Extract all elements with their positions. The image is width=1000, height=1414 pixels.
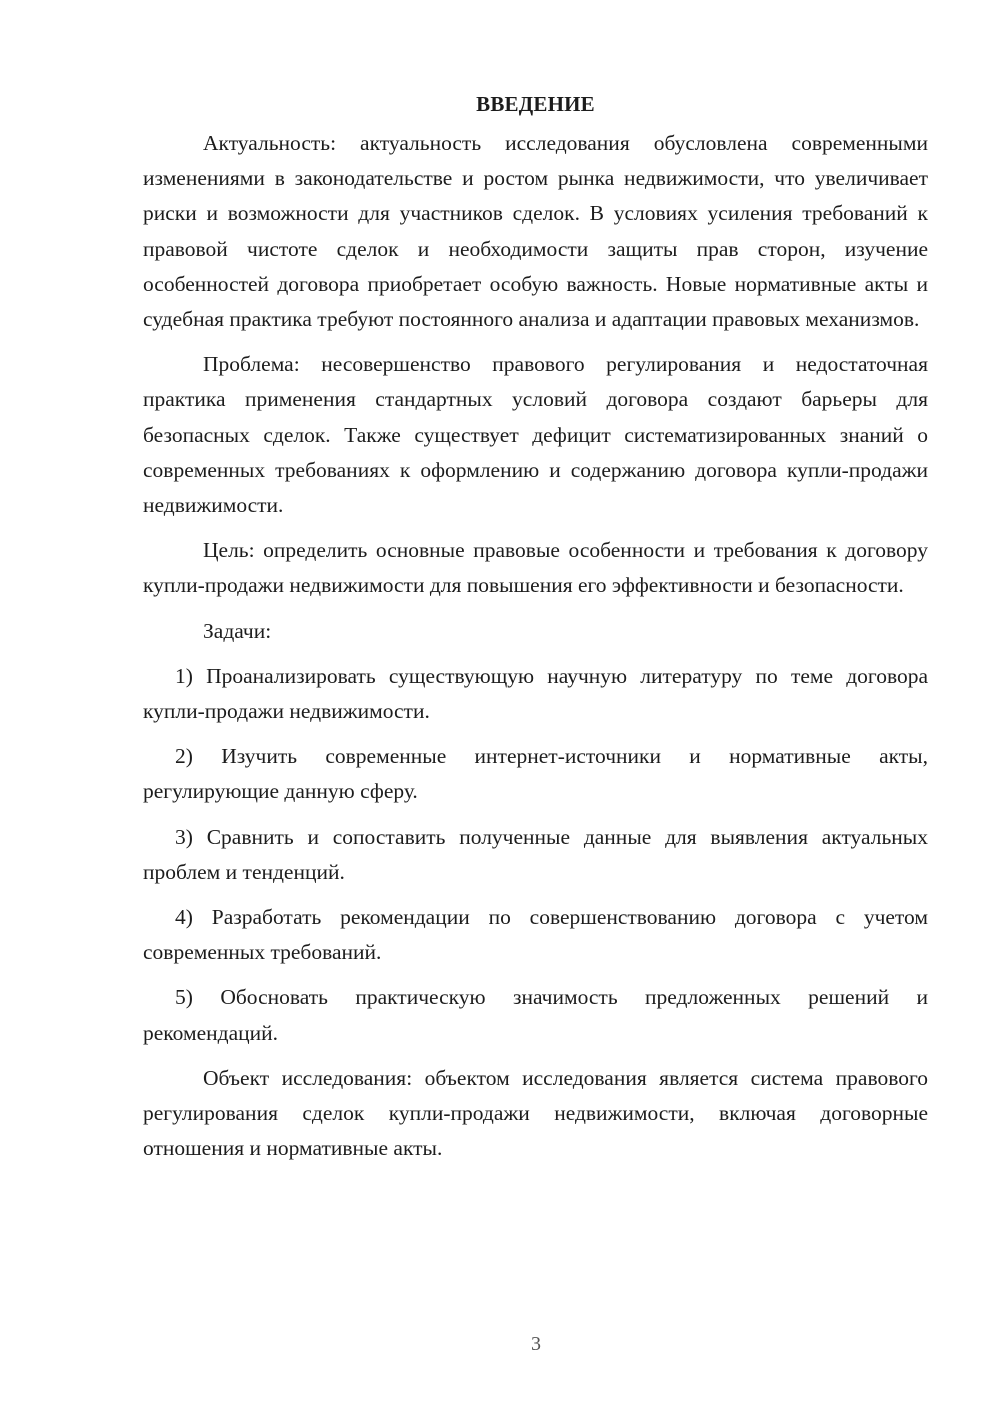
section-heading: ВВЕДЕНИЕ bbox=[476, 92, 595, 116]
task-item-5: 5) Обосновать практическую значимость предложенных решений и рекомендаций. bbox=[143, 985, 928, 1045]
document-page bbox=[143, 90, 928, 1176]
paragraph-problem: Проблема: несовершенство правового регулирования и недостаточная практика применения стандартных условий договора создают барьеры для безопасных сделок. Также существует дефицит систематизированных знаний о современных требованиях к оформлению и содержанию договора купли-продажи недвижимости. bbox=[143, 352, 928, 518]
task-item-1: 1) Проанализировать существующую научную литературу по теме договора купли-продажи недвижимости. bbox=[143, 663, 928, 724]
paragraph-object: Объект исследования: объектом исследования является система правового регулирования сделок купли-продажи недвижимости, включая договорные отношения и нормативные акты. bbox=[143, 1065, 928, 1161]
task-item-4: 4) Разработать рекомендации по совершенствованию договора с учетом современных требований. bbox=[143, 905, 928, 965]
paragraph-relevance: Актуальность: актуальность исследования обусловлена современными изменениями в законодательстве и ростом рынка недвижимости, что увеличивает риски и возможности для участников сделок. В условиях усиления требований к правовой чистоте сделок и необходимости защиты прав сторон, изучение особенностей договора приобретает особую важность. Новые нормативные акты и судебная практика требуют постоянного анализа и адаптации правовых механизмов. bbox=[143, 131, 928, 332]
paragraph-goal: Цель: определить основные правовые особенности и требования к договору купли-продажи недвижимости для повышения его эффективности и безопасности. bbox=[143, 538, 928, 598]
task-item-3: 3) Сравнить и сопоставить полученные данные для выявления актуальных проблем и тенденций. bbox=[143, 824, 928, 884]
task-item-2: 2) Изучить современные интернет-источники и нормативные акты, регулирующие данную сферу. bbox=[143, 744, 928, 804]
tasks-label: Задачи: bbox=[203, 618, 272, 643]
page-number: 3 bbox=[531, 1333, 541, 1355]
